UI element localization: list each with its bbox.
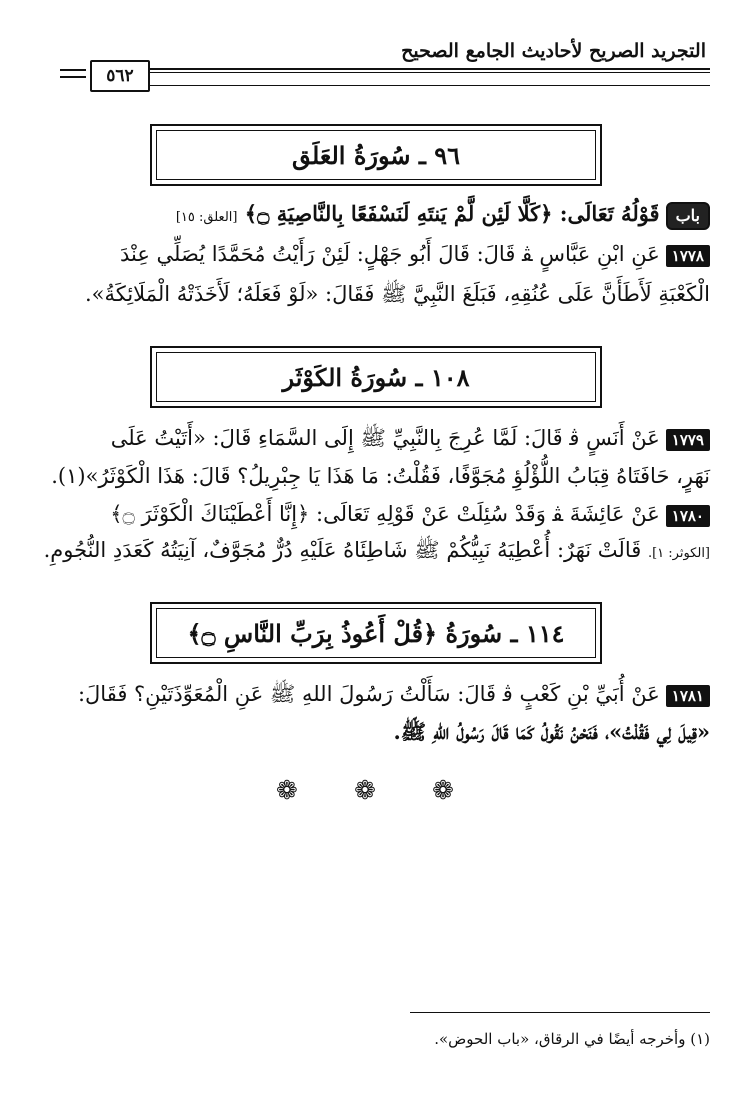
- page-number-text: ٥٦٢: [106, 66, 134, 86]
- hadith-line: [40, 462, 710, 490]
- section-end-ornament: ❁ ❁ ❁: [276, 776, 478, 806]
- header-rule: [150, 68, 710, 70]
- bab-label: باب: [666, 202, 710, 230]
- hadith-text: «قِيلَ لِي فَقُلْتُ»، فَنَحْنُ نَقُولُ كَمَا قَالَ رَسُولُ اللهِ ﷺ.: [393, 719, 710, 744]
- footnote-rule: [410, 1012, 710, 1013]
- surah-title: ١٠٨ ـ سُورَةُ الكَوْثَر: [282, 362, 470, 392]
- hadith-text: الْكَعْبَةِ لَأَطَأَنَّ عَلَى عُنُقِهِ، فَبَلَغَ النَّبِيَّ ﷺ فَقَالَ: «لَوْ فَعَلَهُ؛ لَأَخَذَتْهُ الْمَلَائِكَةُ».: [84, 282, 710, 306]
- page-number-dash: [60, 76, 86, 78]
- hadith-text: عَنِ ابْنِ عَبَّاسٍ ﭭ قَالَ: قَالَ أَبُو جَهْلٍ: لَئِنْ رَأَيْتُ مُحَمَّدًا يُصَلِّي عِنْدَ: [119, 242, 660, 266]
- surah-title: ١١٤ ـ سُورَةُ ﴿قُلْ أَعُوذُ بِرَبِّ النَّاسِ ۝﴾: [187, 618, 565, 648]
- hadith-number: ١٧٨١: [666, 685, 710, 707]
- hadith-line: [40, 280, 710, 308]
- hadith-line: [40, 718, 710, 746]
- hadith-line: [40, 424, 710, 452]
- page-number-dash: [60, 69, 86, 71]
- running-header-title: التجريد الصريح لأحاديث الجامع الصحيح: [401, 40, 706, 62]
- header-rule: [150, 72, 710, 73]
- hadith-line: [40, 500, 710, 528]
- bab-text: قَوْلُهُ تَعَالَى: ﴿كَلَّا لَئِن لَّمْ يَنتَهِ لَنَسْفَعًا بِالنَّاصِيَةِ ۝﴾: [244, 201, 660, 226]
- hadith-number: ١٧٨٠: [666, 505, 710, 527]
- hadith-text: عَنْ عَائِشَةَ ﭭ وَقَدْ سُئِلَتْ عَنْ قَوْلِهِ تَعَالَى: ﴿إِنَّا أَعْطَيْنَاكَ الْكَوْثَرَ ۝﴾: [110, 502, 660, 526]
- quran-reference: [العلق: ١٥]: [175, 210, 238, 225]
- hadith-number: ١٧٧٩: [666, 429, 710, 451]
- surah-title-box: [150, 602, 602, 664]
- hadith-line: [40, 240, 710, 268]
- quran-reference: [الكوثر: ١].: [647, 546, 710, 561]
- hadith-text: عَنْ أَنَسٍ ﭬ قَالَ: لَمَّا عُرِجَ بِالنَّبِيِّ ﷺ إِلَى السَّمَاءِ قَالَ: «أَتَيْتُ عَلَى: [110, 426, 660, 450]
- page-number: [90, 60, 150, 92]
- footnote: (١) وأخرجه أيضًا في الرقاق، «باب الحوض».: [434, 1030, 710, 1048]
- hadith-text: نَهَرٍ، حَافَتَاهُ قِبَابُ اللُّؤْلُؤِ مُجَوَّفًا، فَقُلْتُ: مَا هَذَا يَا جِبْرِيلُ؟ قَالَ: هَذَا الْكَوْثَرُ»(١).: [51, 464, 710, 488]
- surah-title-box: [150, 124, 602, 186]
- hadith-line: [40, 680, 710, 708]
- hadith-text: عَنْ أُبَيِّ بْنِ كَعْبٍ ﭬ قَالَ: سَأَلْتُ رَسُولَ اللهِ ﷺ عَنِ الْمُعَوِّذَتَيْنِ؟ فَقَالَ:: [77, 682, 660, 706]
- surah-title-box: [150, 346, 602, 408]
- bab-heading: [40, 200, 710, 232]
- hadith-number: ١٧٧٨: [666, 245, 710, 267]
- hadith-line: [40, 536, 710, 568]
- hadith-text: قَالَتْ نَهَرٌ: أُعْطِيَهُ نَبِيُّكُمْ ﷺ شَاطِئَاهُ عَلَيْهِ دُرٌّ مُجَوَّفٌ، آنِيَتُهُ كَعَدَدِ النُّجُومِ.: [43, 538, 642, 562]
- surah-title: ٩٦ ـ سُورَةُ العَلَق: [291, 140, 461, 170]
- header-rule: [150, 85, 710, 86]
